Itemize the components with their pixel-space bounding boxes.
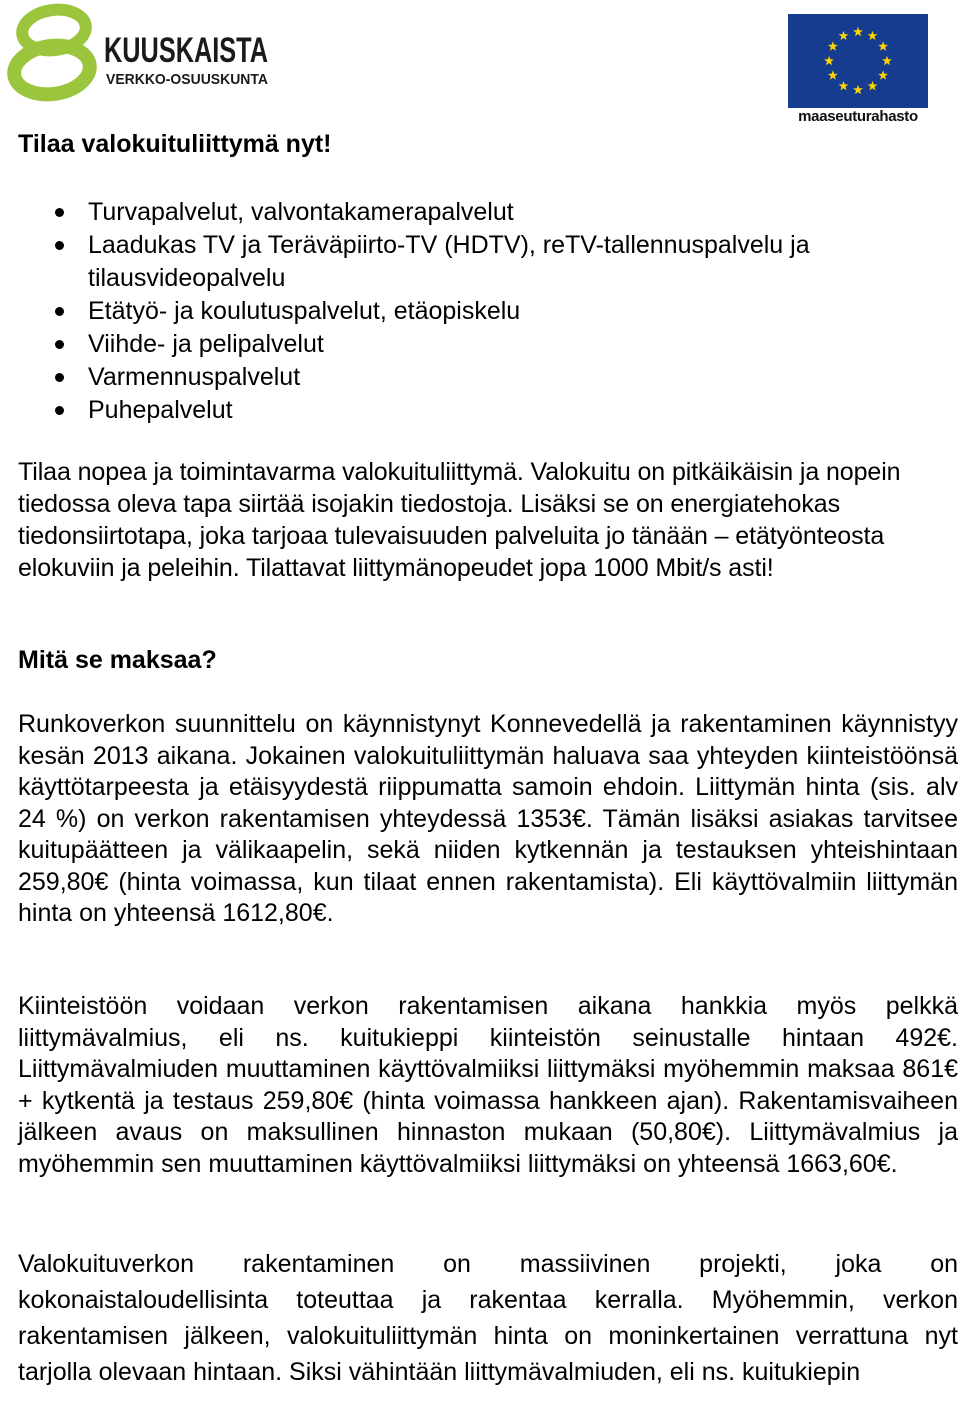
pricing-paragraph-1: Runkoverkon suunnittelu on käynnistynyt Konnevedellä ja rakentaminen käynnistyy kesän 2013 aikana. Jokainen valokuituliittymän haluava saa yhteyden kiinteistöönsä käyttötarpeesta ja etäisyydestä riippumatta samoin ehdoin. Liittymän hinta (sis. alv 24 %) on verkon rakentamisen yhteydessä 1353€. Tämän lisäksi asiakas tarvitsee kuitupäätteen ja välikaapelin, sekä niiden kytkennän ja testauksen yhteishintaan 259,80€ (hinta voimassa, kun tilaat ennen rakentamista). Eli käyttövalmiin liittymän hinta on yhteensä 1612,80€. bbox=[18, 710, 958, 927]
list-item bbox=[0, 328, 898, 361]
pricing-paragraph-2: Kiinteistöön voidaan verkon rakentamisen aikana hankkia myös pelkkä liittymävalmius, eli ns. kuitukieppi kiinteistön seinustalle hintaan 492€. Liittymävalmiuden muuttaminen käyttövalmiiksi liittymäksi myöhemmin maksaa 861€ + kytkentä ja testaus 259,80€ (hinta voimassa hankkeen ajan). Rakentamisvaiheen jälkeen avaus on maksullinen hinnaston mukaan (50,80€). Liittymävalmius ja myöhemmin sen muuttaminen käyttövalmiiksi liittymäksi on yhteensä 1663,60€. bbox=[18, 992, 958, 1178]
eu-maaseuturahasto-logo bbox=[786, 14, 930, 126]
list-item-text: Laadukas TV ja Teräväpiirto-TV (HDTV), reTV-tallennuspalvelu ja tilausvideopalvelu bbox=[88, 231, 810, 292]
list-item-text: Viihde- ja pelipalvelut bbox=[88, 330, 324, 358]
kuuskaista-logo-mark bbox=[8, 4, 270, 102]
list-item bbox=[0, 196, 898, 229]
kuuskaista-eight-symbol bbox=[11, 6, 93, 99]
list-item bbox=[0, 361, 898, 394]
section-heading-pricing: Mitä se maksaa? bbox=[18, 646, 217, 674]
pricing-paragraph-3: Valokuituverkon rakentaminen on massiivinen projekti, joka on kokonaistaloudellisinta toteuttaa ja rakentaa kerralla. Myöhemmin, verkon rakentamisen jälkeen, valokuituliittymän hinta on moninkertainen verrattuna nyt tarjolla olevaan hintaan. Siksi vähintään liittymävalmiuden, eli ns. kuitukiepin bbox=[18, 1250, 958, 1386]
eu-flag-icon bbox=[788, 14, 928, 108]
maaseuturahasto-caption: maaseuturahasto bbox=[798, 108, 918, 125]
bullet-icon bbox=[55, 208, 64, 217]
bullet-icon bbox=[55, 340, 64, 349]
kuuskaista-subtitle: VERKKO-OSUUSKUNTA bbox=[106, 71, 269, 88]
bullet-icon bbox=[55, 241, 64, 250]
page-title: Tilaa valokuituliittymä nyt! bbox=[18, 130, 332, 158]
kuuskaista-wordmark: KUUSKAISTA bbox=[104, 31, 268, 70]
service-list bbox=[0, 196, 898, 427]
list-item bbox=[0, 394, 898, 427]
intro-paragraph: Tilaa nopea ja toimintavarma valokuituliittymä. Valokuitu on pitkäikäisin ja nopein tiedossa oleva tapa siirtää isojakin tiedostoja. Lisäksi se on energiatehokas tiedonsiirtotapa, joka tarjoaa tulevaisuuden palveluita jo tänään – etätyönteosta elokuviin ja peleihin. Tilattavat liittymänopeudet jopa 1000 Mbit/s asti! bbox=[18, 458, 901, 582]
bullet-icon bbox=[55, 373, 64, 382]
list-item-text: Puhepalvelut bbox=[88, 396, 233, 424]
list-item bbox=[0, 229, 898, 295]
list-item-text: Etätyö- ja koulutuspalvelut, etäopiskelu bbox=[88, 297, 521, 325]
kuuskaista-logo bbox=[8, 4, 270, 102]
list-item-text: Varmennuspalvelut bbox=[88, 363, 301, 391]
bullet-icon bbox=[55, 307, 64, 316]
bullet-icon bbox=[55, 406, 64, 415]
list-item-text: Turvapalvelut, valvontakamerapalvelut bbox=[88, 198, 514, 226]
list-item bbox=[0, 295, 898, 328]
